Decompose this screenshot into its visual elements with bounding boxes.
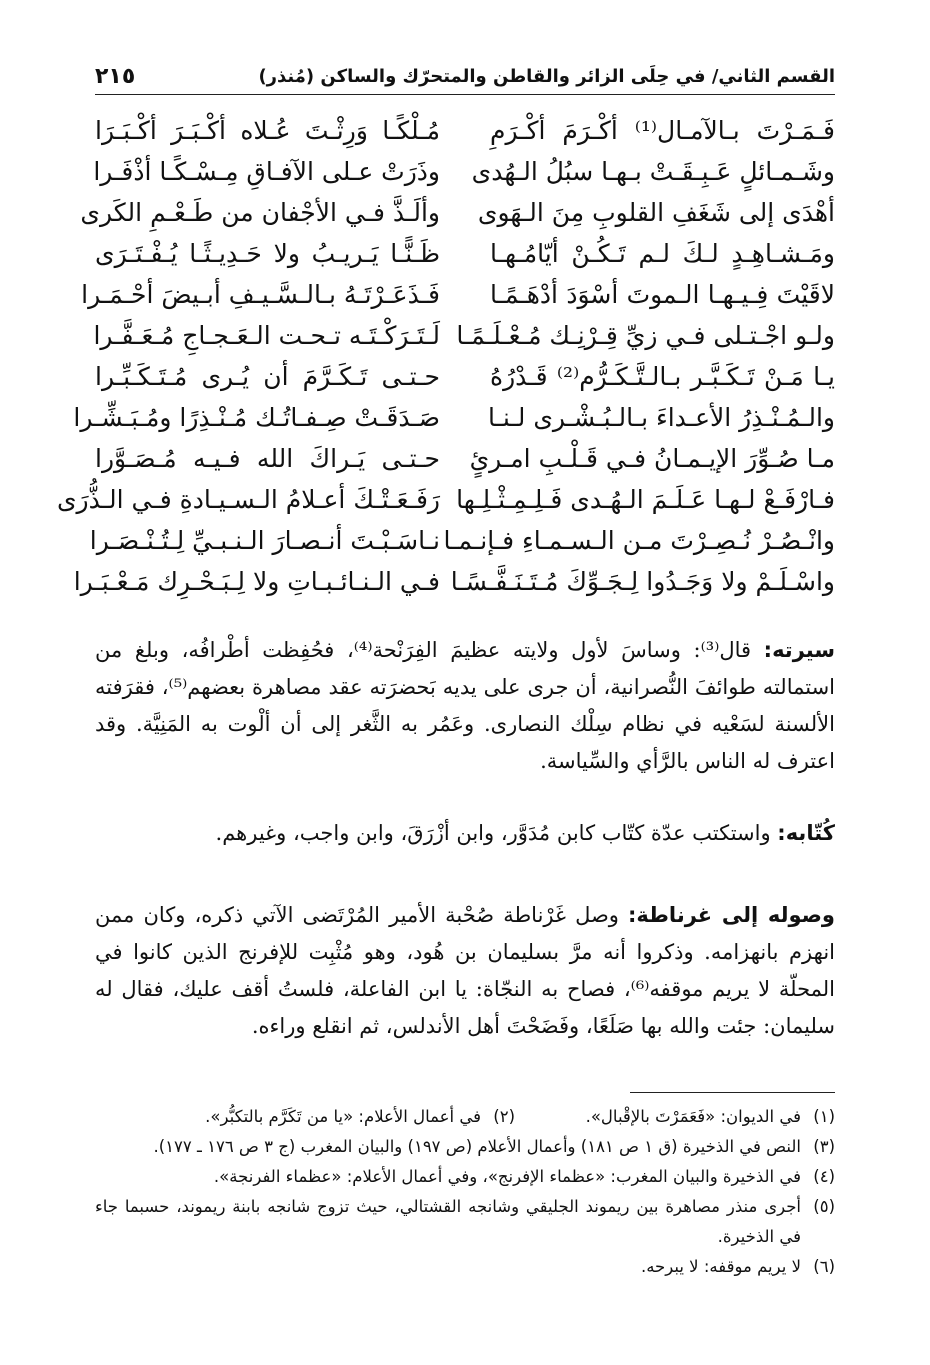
poem-verse [95, 315, 835, 356]
verse-first-hemistich: فـارْفَـعْ لـهـا عَـلَـمَ الـهُـدى فَـلِـمِـثْـلِـها [456, 485, 835, 514]
footnotes [95, 1102, 835, 1282]
section-heading: وصوله إلى غرناطة: [628, 903, 835, 927]
footnote-6 [95, 1252, 835, 1282]
footnote-4 [95, 1162, 835, 1192]
verse-first-hemistich: ومَـشـاهِـدٍ لـكَ لـم تَـكُـنْ أيّامُـهـا [490, 239, 835, 268]
footnote-row [95, 1102, 835, 1132]
footnote-marker: (٦) [813, 1257, 835, 1276]
poem-verse [95, 151, 835, 192]
poem-verse [89, 520, 835, 561]
poem-verse [80, 192, 835, 233]
verse-first-hemistich: وانْـصُـرْ نُـصِـرْتَ مـن الـسـمـاءِ فـإنـمـا [443, 526, 835, 555]
poem [56, 110, 835, 602]
section-text: قال⁽³⁾: وساسَ لأول ولايته عظيمَ الفِرَنْحة⁽⁴⁾، فحُفِظت أطْرافُه، وبلغ من استمالته طوائفَ النُّصرانية، أن جرى على يديه بَحضرَته عقد مصاهرة بعضهم⁽⁵⁾، فقرَفته الألسنة لسَعْيه في نظام سِلْك النصارى. وعَمُر به الثَّغر إلى أن ألْوت به المَنِيَّة. وقد اعترف له الناس بالرَّأي والسِّياسة. [95, 638, 835, 773]
verse-second-hemistich: صَـدَقَـتْ صِـفـاتُـك مُـنْـذِرًا ومُـبَـشِّـرا [73, 403, 440, 432]
verse-second-hemistich: وذَرَتْ عـلى الآفـاقِ مِـسْـكًـا أذْفَـرا [93, 157, 440, 186]
verse-second-hemistich: رَفَـعَـتْـكَ أعـلامُ الـسـيـادةِ فـي الـذُّرَى [56, 485, 440, 514]
verse-second-hemistich: وألَـذَّ فـي الأجْفان من طَـعْـمِ الكَرى [80, 198, 440, 227]
verse-second-hemistich: مُـلْكًـا وَرِثْـتَ عُـلاه أكْـبَـرَ أكْـبَـرَا [95, 116, 440, 145]
verse-second-hemistich: نـاسَـبْـتَ أنـصـارَ الـنـبـيِّ لِـتُـنْـصَـرا [89, 526, 440, 555]
poem-verse [95, 438, 835, 479]
poem-verse [95, 110, 835, 151]
footnote-2 [195, 1102, 515, 1132]
poem-verse [73, 397, 835, 438]
footnote-text: في أعمال الأعلام: «يا من تَكَرَّم بالتكبُّر». [205, 1107, 481, 1126]
footnote-marker: (٢) [493, 1107, 515, 1126]
poem-verse [95, 233, 835, 274]
footnote-text: لا يريم موقفه: لا يبرحه. [640, 1257, 801, 1276]
footnote-1 [515, 1102, 835, 1132]
section-scribes [95, 815, 835, 852]
footnote-marker: (٤) [813, 1167, 835, 1186]
footnote-text: في الديوان: «فَعَمَرْتَ بالإقْبال». [585, 1107, 801, 1126]
footnote-3 [95, 1132, 835, 1162]
section-heading: كُتّابه: [777, 821, 835, 845]
footnote-text: النص في الذخيرة (ق ١ ص ١٨١) وأعمال الأعلام (ص ١٩٧) والبيان المغرب (ج ٣ ص ١٧٦ ـ ١٧٧). [153, 1137, 801, 1156]
section-biography [95, 632, 835, 780]
verse-first-hemistich: فَـمَـرْتَ بـالآمـال⁽¹⁾ أكْـرَمَ أكْـرَمِ [490, 116, 835, 145]
verse-first-hemistich: يـا مَـنْ تَـكَـبَّـر بـالـتَّـكَـرُّم⁽²⁾ قَـدْرُهُ [490, 362, 835, 391]
footnote-5 [95, 1192, 835, 1252]
page-number: ٢١٥ [95, 63, 136, 89]
footnote-separator [630, 1092, 835, 1093]
footnote-marker: (١) [813, 1107, 835, 1126]
verse-first-hemistich: لاقَيْتَ فِـيـهـا الـموتَ أسْوَدَ أدْهَـمًـا [490, 280, 835, 309]
footnote-marker: (٥) [813, 1197, 835, 1216]
poem-verse [56, 479, 835, 520]
footnote-text: في الذخيرة والبيان المغرب: «عظماء الإفرنج»، وفي أعمال الأعلام: «عظماء الفرنجة». [213, 1167, 801, 1186]
section-text: وصل غَرْناطة صُحْبة الأمير المُرْتَضى الآتي ذكره، وكان ممن انهزم بانهزامه. وذكروا أنه مرَّ بسليمان بن هُود، وهو مُثْبِت للإفرنج الذين كانوا في المحلّة لا يريم موقفه⁽⁶⁾، فصاح به النجّاة: يا ابن الفاعلة، فلستُ أقف عليك، فقال له سليمان: جئت والله بها صَلَعًا، وفَضَحْتَ أهل الأندلس، ثم انقلع وراءه. [95, 903, 835, 1038]
verse-first-hemistich: مـا صُـوِّرَ الإيـمـانُ فـي قَـلْـبِ امـرئٍ [469, 444, 835, 473]
footnote-text: أجرى منذر مصاهرة بين ريموند الجليقي وشانجه القشتالي، حيث تزوج شانجه بابنة ريموند، حسبما جاء في الذخيرة. [95, 1197, 801, 1246]
poem-verse [95, 356, 835, 397]
verse-second-hemistich: ظَـنًّـا يَـريـبُ ولا حَـدِيـثًـا يُـفْـتَـرَى [95, 239, 440, 268]
verse-second-hemistich: فَـذَعَـرْتَـهُ بـالـسَّـيـفِ أبـيضَ أحْـمَـرا [81, 280, 440, 309]
verse-first-hemistich: واسْـلَـمْ ولا وَجَـدُوا لِـجَـوِّكَ مُـتَـنَـفَّـسًـا [450, 567, 835, 596]
section-arrival-granada [95, 897, 835, 1045]
section-text: واستكتب عدّة كتّاب كابن مُدَوَّر، وابن أزْرَقَ، وابن واجب، وغيرهم. [215, 821, 778, 845]
footnote-marker: (٣) [813, 1137, 835, 1156]
verse-first-hemistich: ولـو اجْـتـلى فـي زيِّ قِـرْنِـك مُـعْـلَـمًـا [456, 321, 835, 350]
poem-verse [73, 561, 835, 602]
poem-verse [81, 274, 835, 315]
verse-second-hemistich: لَـتَـرَكْـتَـه تـحـت الـعَـجـاجِ مُـعَـفَّـرا [93, 321, 440, 350]
section-heading: سيرته: [763, 638, 835, 662]
verse-second-hemistich: فـي الـنـائـبـاتِ ولا لِـبَـحْـرِك مَـعْـبَـرا [73, 567, 440, 596]
verse-first-hemistich: أهْدَى إلى شَغَفِ القلوبِ مِنَ الـهَوى [477, 198, 835, 227]
verse-second-hemistich: حـتـى تَـكَـرَّمَ أن يُـرى مُـتَـكَـبِّـرا [95, 362, 440, 391]
verse-first-hemistich: وشَـمـائلٍ عَـبِـقَـتْ بـهـا سبُلُ الـهُدى [471, 157, 835, 186]
running-header [95, 58, 835, 95]
header-title: القسم الثاني/ في حِلَى الزائر والقاطن والمتحرّك والساكن (مُنذر) [258, 65, 835, 87]
verse-second-hemistich: حـتـى يَـراكَ الله فـيـه مُـصَـوَّرا [95, 444, 440, 473]
verse-first-hemistich: والـمُـنْـذِرُ الأعـداءَ بـالـبُـشْـرى لـنـا [487, 403, 835, 432]
